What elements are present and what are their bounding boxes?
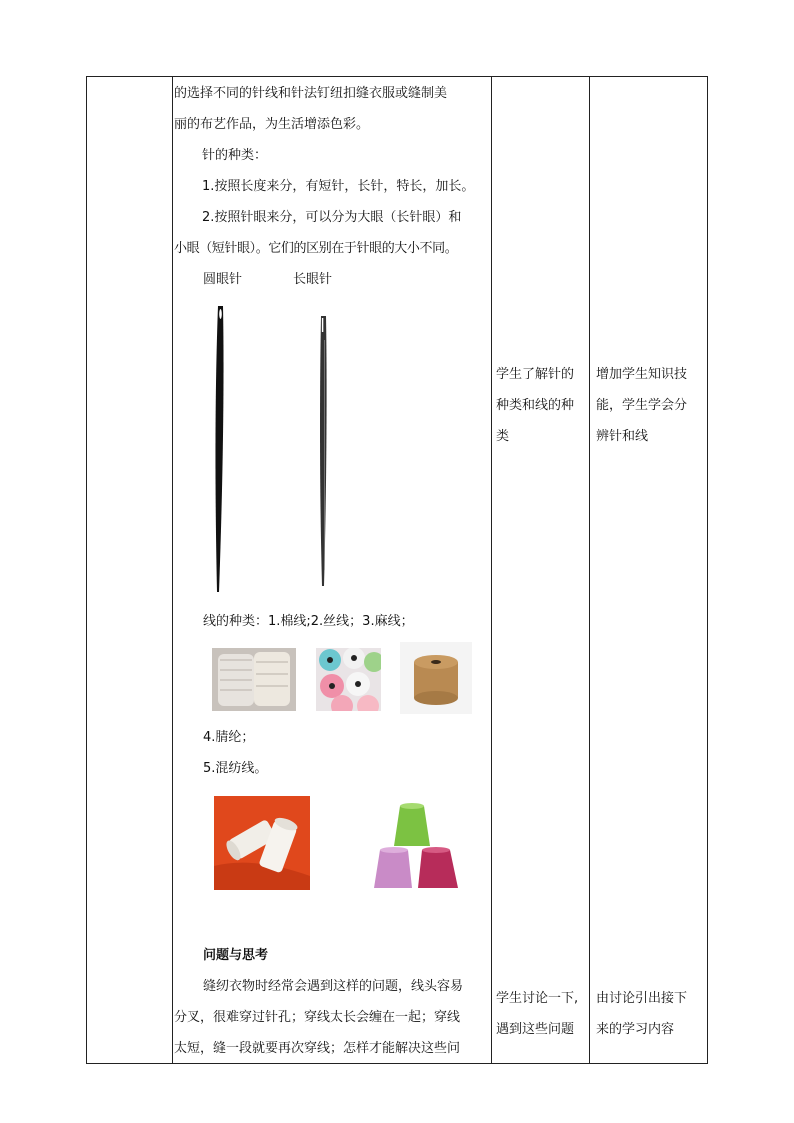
design-intent-line: 来的学习内容 <box>596 1022 675 1037</box>
long-eye-needle <box>320 316 327 586</box>
design-intent-line: 能，学生学会分 <box>596 398 688 413</box>
design-intent-line: 辨针和线 <box>596 429 649 444</box>
design-intent-line: 由讨论引出接下 <box>596 991 688 1006</box>
silk-thread-photo <box>316 648 381 711</box>
question-heading: 问题与思考 <box>203 948 269 963</box>
needle-type-item: 小眼（短针眼）。它们的区别在于针眼的大小不同。 <box>174 241 458 256</box>
column-divider-2 <box>491 76 492 1064</box>
round-eye-needle <box>215 306 223 592</box>
question-paragraph-line: 缝纫衣物时经常会遇到这样的问题，线头容易 <box>203 979 464 994</box>
thread-types-heading: 线的种类：1.棉线;2.丝线；3.麻线； <box>203 614 414 629</box>
student-activity-line: 遇到这些问题 <box>496 1022 575 1037</box>
needle-type-item: 1.按照长度来分，有短针，长针，特长，加长。 <box>202 179 475 194</box>
long-eye-needle-label: 长眼针 <box>293 272 333 287</box>
paragraph-line: 的选择不同的针线和针法钉纽扣缝衣服或缝制美 <box>174 86 448 101</box>
student-activity-line: 学生了解针的 <box>496 367 575 382</box>
round-eye-needle-label: 圆眼针 <box>203 272 243 287</box>
needle-type-item: 2.按照针眼来分，可以分为大眼（长针眼）和 <box>202 210 462 225</box>
column-divider-1 <box>172 76 173 1064</box>
needles-illustration <box>200 300 350 600</box>
student-activity-line: 学生讨论一下, <box>496 991 579 1006</box>
question-paragraph-line: 太短，缝一段就要再次穿线；怎样才能解决这些问 <box>174 1041 461 1056</box>
cotton-thread-photo <box>212 648 296 711</box>
needle-types-heading: 针的种类： <box>202 148 268 163</box>
acrylic-thread-photo <box>214 796 310 890</box>
blended-thread-photo <box>372 800 462 890</box>
table-border-left <box>86 76 87 1064</box>
student-activity-line: 类 <box>496 429 510 444</box>
design-intent-line: 增加学生知识技 <box>596 367 688 382</box>
thread-type-item: 5.混纺线。 <box>203 761 268 776</box>
paragraph-line: 丽的布艺作品，为生活增添色彩。 <box>174 117 370 132</box>
thread-type-item: 4.腈纶； <box>203 730 255 745</box>
jute-thread-photo <box>400 642 472 714</box>
table-border-right <box>707 76 708 1064</box>
question-paragraph-line: 分叉，很难穿过针孔；穿线太长会缠在一起；穿线 <box>174 1010 461 1025</box>
column-divider-3 <box>589 76 590 1064</box>
student-activity-line: 种类和线的种 <box>496 398 575 413</box>
teaching-content-cell <box>174 76 489 264</box>
